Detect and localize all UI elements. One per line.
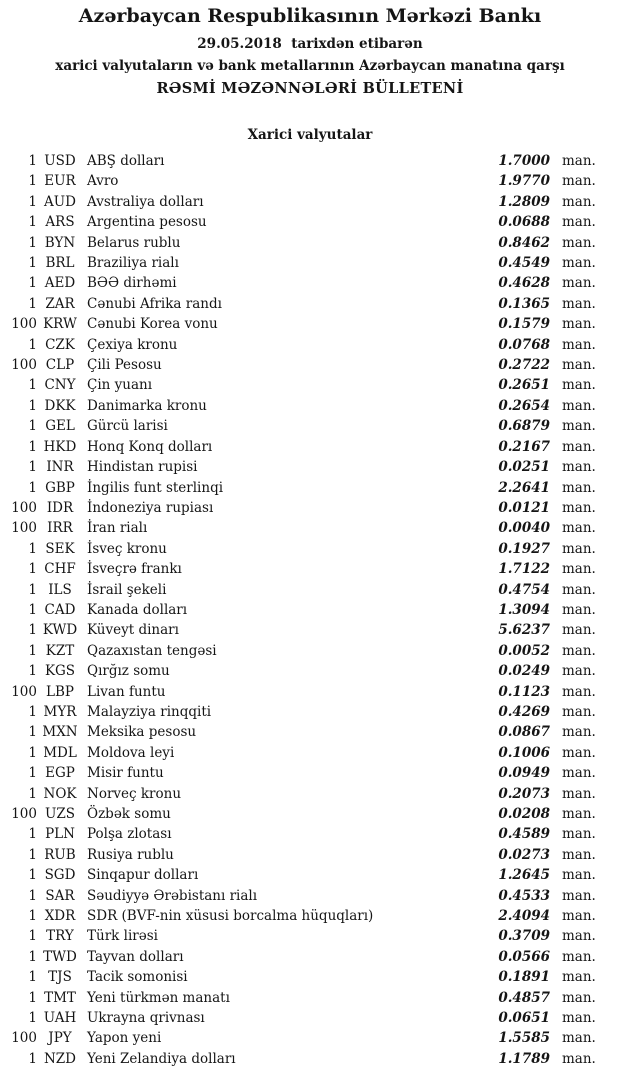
unit-label: man. [562,275,596,292]
currency-row [0,294,620,314]
currency-code: CHF [44,561,76,578]
currency-quantity: 1 [28,295,37,312]
currency-row [0,1049,620,1069]
currency-name: İsrail şekeli [87,581,167,598]
exchange-rate: 0.1579 [498,316,550,333]
unit-label: man. [562,1050,596,1067]
currency-quantity: 1 [28,153,37,169]
currency-quantity: 1 [28,1050,37,1067]
currency-row [0,1028,620,1048]
unit-label: man. [562,234,596,251]
currency-quantity: 100 [11,357,37,374]
exchange-rate: 0.0040 [498,520,550,537]
currency-name: Malayziya rinqqiti [87,703,212,720]
currency-code: KWD [42,622,78,639]
currency-row [0,702,620,722]
currency-code: USD [44,153,76,169]
unit-label: man. [562,316,596,333]
currency-name: Moldova leyi [87,744,175,761]
currency-row [0,335,620,355]
currency-name: Avstraliya dolları [87,193,204,210]
currency-name: Cənubi Afrika randı [87,295,222,312]
currency-name: Çin yuanı [87,377,153,394]
currency-quantity: 1 [28,724,37,741]
currency-code: KRW [43,316,77,333]
currency-name: Yeni Zelandiya dolları [87,1050,236,1067]
currency-quantity: 1 [28,255,37,272]
currency-quantity: 1 [28,234,37,251]
currency-row [0,947,620,967]
currency-row [0,743,620,763]
currency-quantity: 1 [28,459,37,476]
currency-quantity: 1 [28,561,37,578]
unit-label: man. [562,601,596,618]
currency-quantity: 1 [28,418,37,435]
currency-quantity: 1 [28,601,37,618]
currency-quantity: 1 [28,908,37,925]
exchange-rate: 0.3709 [498,928,550,945]
currency-quantity: 1 [28,540,37,557]
currency-code: LBP [46,683,74,700]
currency-code: TRY [46,928,74,945]
bank-title: Azərbaycan Respublikasının Mərkəzi Bankı [78,5,542,27]
currency-code: AUD [44,193,76,210]
unit-label: man. [562,703,596,720]
currency-quantity: 1 [28,765,37,782]
currency-quantity: 1 [28,397,37,414]
unit-label: man. [562,479,596,496]
currency-row [0,641,620,661]
currency-row [0,539,620,559]
currency-quantity: 1 [28,1010,37,1027]
currency-row [0,1008,620,1028]
currency-row [0,682,620,702]
currency-quantity: 1 [28,928,37,945]
currency-row [0,600,620,620]
exchange-rate: 0.0249 [498,663,550,680]
currency-code: MYR [43,703,77,720]
currency-name: İngilis funt sterlinqi [87,479,224,496]
currency-code: PLN [45,826,75,843]
currency-quantity: 100 [11,316,37,333]
currency-name: Cənubi Korea vonu [87,316,218,333]
currency-code: GBP [45,479,75,496]
unit-label: man. [562,499,596,516]
currency-quantity: 1 [28,275,37,292]
currency-code: INR [46,459,74,476]
currency-name: Çexiya kronu [87,336,178,353]
currency-name: Tacik somonisi [87,969,188,986]
currency-quantity: 1 [28,438,37,455]
currency-name: İran rialı [87,520,148,537]
exchange-rate: 0.1891 [498,969,550,986]
currency-name: ABŞ dolları [87,153,165,169]
currency-row [0,620,620,640]
currency-code: TJS [48,969,72,986]
currency-quantity: 1 [28,989,37,1006]
currency-code: EUR [44,173,76,190]
rates-table [0,151,620,1069]
currency-quantity: 100 [11,520,37,537]
currency-name: Özbək somu [87,806,171,822]
currency-name: Səudiyyə Ərəbistanı rialı [87,887,258,904]
unit-label: man. [562,928,596,945]
exchange-rate: 0.0273 [498,846,550,863]
currency-row [0,722,620,742]
currency-row [0,559,620,579]
currency-code: KZT [45,642,75,659]
currency-row [0,824,620,844]
currency-name: İsveçrə frankı [87,561,182,578]
unit-label: man. [562,744,596,761]
currency-row [0,804,620,824]
unit-label: man. [562,969,596,986]
unit-label: man. [562,989,596,1006]
unit-label: man. [562,1010,596,1027]
currency-name: Polşa zlotası [87,826,172,843]
exchange-rate: 0.4857 [498,989,550,1006]
currency-code: CZK [45,336,75,353]
currency-code: HKD [43,438,77,455]
currency-code: IDR [46,499,74,516]
exchange-rate: 0.2073 [498,785,550,802]
unit-label: man. [562,908,596,925]
currency-row [0,192,620,212]
currency-quantity: 1 [28,663,37,680]
unit-label: man. [562,214,596,231]
currency-quantity: 100 [11,683,37,700]
currency-name: Türk lirəsi [87,928,158,945]
currency-name: Yeni türkmən manatı [87,989,230,1006]
effective-date-line: 29.05.2018 tarixdən etibarən [197,36,423,52]
currency-row [0,967,620,987]
currency-quantity: 1 [28,622,37,639]
currency-name: Yapon yeni [87,1030,162,1047]
bulletin-subtitle: xarici valyutaların və bank metallarının Azərbaycan manatına qarşı [55,58,565,74]
currency-code: TMT [44,989,76,1006]
currency-name: Livan funtu [87,683,166,700]
currency-code: UZS [44,806,75,822]
currency-row [0,355,620,375]
exchange-rate: 1.7122 [498,561,550,578]
currency-quantity: 1 [28,703,37,720]
currency-name: Kanada dolları [87,601,188,618]
currency-quantity: 100 [11,499,37,516]
currency-name: Gürcü larisi [87,418,168,435]
exchange-rate: 1.1789 [498,1050,550,1067]
unit-label: man. [562,867,596,884]
exchange-rate: 0.0949 [498,765,550,782]
unit-label: man. [562,642,596,659]
currency-code: ARS [45,214,75,231]
exchange-rate: 0.0566 [498,948,550,965]
unit-label: man. [562,765,596,782]
section-title-foreign-currencies: Xarici valyutalar [247,127,373,143]
unit-label: man. [562,357,596,374]
currency-quantity: 1 [28,214,37,231]
exchange-rate: 0.1927 [498,540,550,557]
currency-name: Tayvan dolları [87,948,184,965]
unit-label: man. [562,663,596,680]
currency-code: SAR [45,887,75,904]
currency-code: NZD [43,1050,77,1067]
currency-row [0,437,620,457]
currency-row [0,661,620,681]
currency-code: TWD [43,948,77,965]
currency-code: JPY [48,1030,72,1047]
exchange-rate: 0.0251 [498,459,550,476]
currency-name: Qırğız somu [87,663,170,680]
currency-row [0,886,620,906]
currency-code: NOK [43,785,77,802]
currency-name: Belarus rublu [87,234,181,251]
unit-label: man. [562,887,596,904]
currency-quantity: 1 [28,887,37,904]
currency-quantity: 100 [11,806,37,822]
currency-name: Honq Konq dolları [87,438,213,455]
currency-quantity: 1 [28,969,37,986]
currency-code: ILS [48,581,72,598]
currency-row [0,151,620,171]
currency-row [0,478,620,498]
currency-row [0,865,620,885]
currency-name: BƏƏ dirhəmi [87,275,177,292]
exchange-rate: 2.4094 [498,908,550,925]
unit-label: man. [562,561,596,578]
currency-row [0,233,620,253]
currency-code: CAD [44,601,76,618]
currency-name: Sinqapur dolları [87,867,199,884]
exchange-rate: 0.1006 [498,744,550,761]
currency-quantity: 1 [28,867,37,884]
exchange-rate: 0.0651 [498,1010,550,1027]
currency-name: Meksika pesosu [87,724,197,741]
exchange-rate: 0.2722 [498,357,550,374]
unit-label: man. [562,724,596,741]
currency-name: Braziliya rialı [87,255,179,272]
currency-name: Norveç kronu [87,785,182,802]
currency-name: SDR (BVF-nin xüsusi borcalma hüquqları) [87,908,374,925]
exchange-rate: 0.2651 [498,377,550,394]
unit-label: man. [562,418,596,435]
currency-name: Danimarka kronu [87,397,207,414]
exchange-rate: 0.2167 [498,438,550,455]
exchange-rate: 1.2809 [498,193,550,210]
exchange-rate: 0.0052 [498,642,550,659]
currency-row [0,845,620,865]
currency-row [0,988,620,1008]
currency-row [0,457,620,477]
unit-label: man. [562,540,596,557]
currency-name: Ukrayna qrivnası [87,1010,205,1027]
currency-code: DKK [44,397,76,414]
currency-code: RUB [44,846,76,863]
currency-code: XDR [44,908,76,925]
exchange-rate: 0.1365 [498,295,550,312]
exchange-rate: 0.6879 [498,418,550,435]
currency-quantity: 1 [28,642,37,659]
currency-name: Küveyt dinarı [87,622,179,639]
unit-label: man. [562,1030,596,1047]
currency-quantity: 1 [28,336,37,353]
currency-name: Argentina pesosu [87,214,207,231]
exchange-rate: 0.4754 [498,581,550,598]
currency-row [0,273,620,293]
currency-quantity: 1 [28,744,37,761]
unit-label: man. [562,255,596,272]
currency-row [0,518,620,538]
exchange-rate: 0.0768 [498,336,550,353]
exchange-rate: 0.4628 [498,275,550,292]
currency-quantity: 1 [28,479,37,496]
currency-code: KGS [44,663,76,680]
currency-code: SGD [44,867,76,884]
currency-row [0,253,620,273]
currency-row [0,212,620,232]
currency-code: IRR [47,520,73,537]
exchange-rate: 5.6237 [498,622,550,639]
currency-code: SEK [45,540,75,557]
currency-quantity: 1 [28,785,37,802]
currency-row [0,416,620,436]
currency-quantity: 1 [28,377,37,394]
unit-label: man. [562,173,596,190]
unit-label: man. [562,438,596,455]
unit-label: man. [562,683,596,700]
currency-row [0,171,620,191]
exchange-rate: 0.1123 [498,683,550,700]
currency-row [0,926,620,946]
currency-name: Avro [87,173,119,190]
unit-label: man. [562,153,596,169]
unit-label: man. [562,193,596,210]
exchange-rate: 1.3094 [498,601,550,618]
currency-quantity: 100 [11,1030,37,1047]
currency-row [0,906,620,926]
currency-code: CNY [44,377,76,394]
currency-row [0,580,620,600]
currency-name: Misir funtu [87,765,164,782]
currency-name: Hindistan rupisi [87,459,198,476]
currency-quantity: 1 [28,581,37,598]
unit-label: man. [562,948,596,965]
currency-name: İsveç kronu [87,540,167,557]
currency-row [0,784,620,804]
currency-code: EGP [45,765,75,782]
exchange-rate: 1.9770 [498,173,550,190]
currency-row [0,314,620,334]
currency-code: BYN [44,234,76,251]
exchange-rate: 0.0688 [498,214,550,231]
exchange-rate: 0.0121 [498,499,550,516]
unit-label: man. [562,806,596,822]
currency-name: Rusiya rublu [87,846,174,863]
unit-label: man. [562,377,596,394]
unit-label: man. [562,846,596,863]
exchange-rate: 1.5585 [498,1030,550,1047]
currency-code: MDL [43,744,77,761]
currency-row [0,375,620,395]
unit-label: man. [562,785,596,802]
exchange-rate: 0.8462 [498,234,550,251]
exchange-rate: 1.7000 [498,153,550,169]
currency-row [0,763,620,783]
currency-code: AED [44,275,76,292]
currency-row [0,498,620,518]
unit-label: man. [562,520,596,537]
currency-name: Çili Pesosu [87,357,162,374]
currency-code: GEL [45,418,75,435]
exchange-rate: 0.4549 [498,255,550,272]
exchange-rate: 2.2641 [498,479,550,496]
currency-row [0,396,620,416]
exchange-rate: 1.2645 [498,867,550,884]
currency-quantity: 1 [28,193,37,210]
unit-label: man. [562,826,596,843]
currency-quantity: 1 [28,846,37,863]
bulletin-title: RƏSMİ MƏZƏNNƏLƏRİ BÜLLETENİ [156,80,464,97]
currency-code: BRL [45,255,75,272]
unit-label: man. [562,336,596,353]
currency-quantity: 1 [28,173,37,190]
exchange-rate: 0.4269 [498,703,550,720]
currency-code: UAH [43,1010,77,1027]
exchange-rate: 0.0867 [498,724,550,741]
unit-label: man. [562,459,596,476]
exchange-rate: 0.2654 [498,397,550,414]
currency-name: Qazaxıstan tengəsi [87,642,217,659]
currency-code: CLP [45,357,75,374]
unit-label: man. [562,622,596,639]
unit-label: man. [562,397,596,414]
exchange-rate: 0.4533 [498,887,550,904]
exchange-rate: 0.4589 [498,826,550,843]
currency-quantity: 1 [28,826,37,843]
currency-code: ZAR [45,295,75,312]
unit-label: man. [562,581,596,598]
currency-name: İndoneziya rupiası [87,499,214,516]
unit-label: man. [562,295,596,312]
currency-code: MXN [42,724,78,741]
exchange-rate: 0.0208 [498,806,550,822]
currency-quantity: 1 [28,948,37,965]
